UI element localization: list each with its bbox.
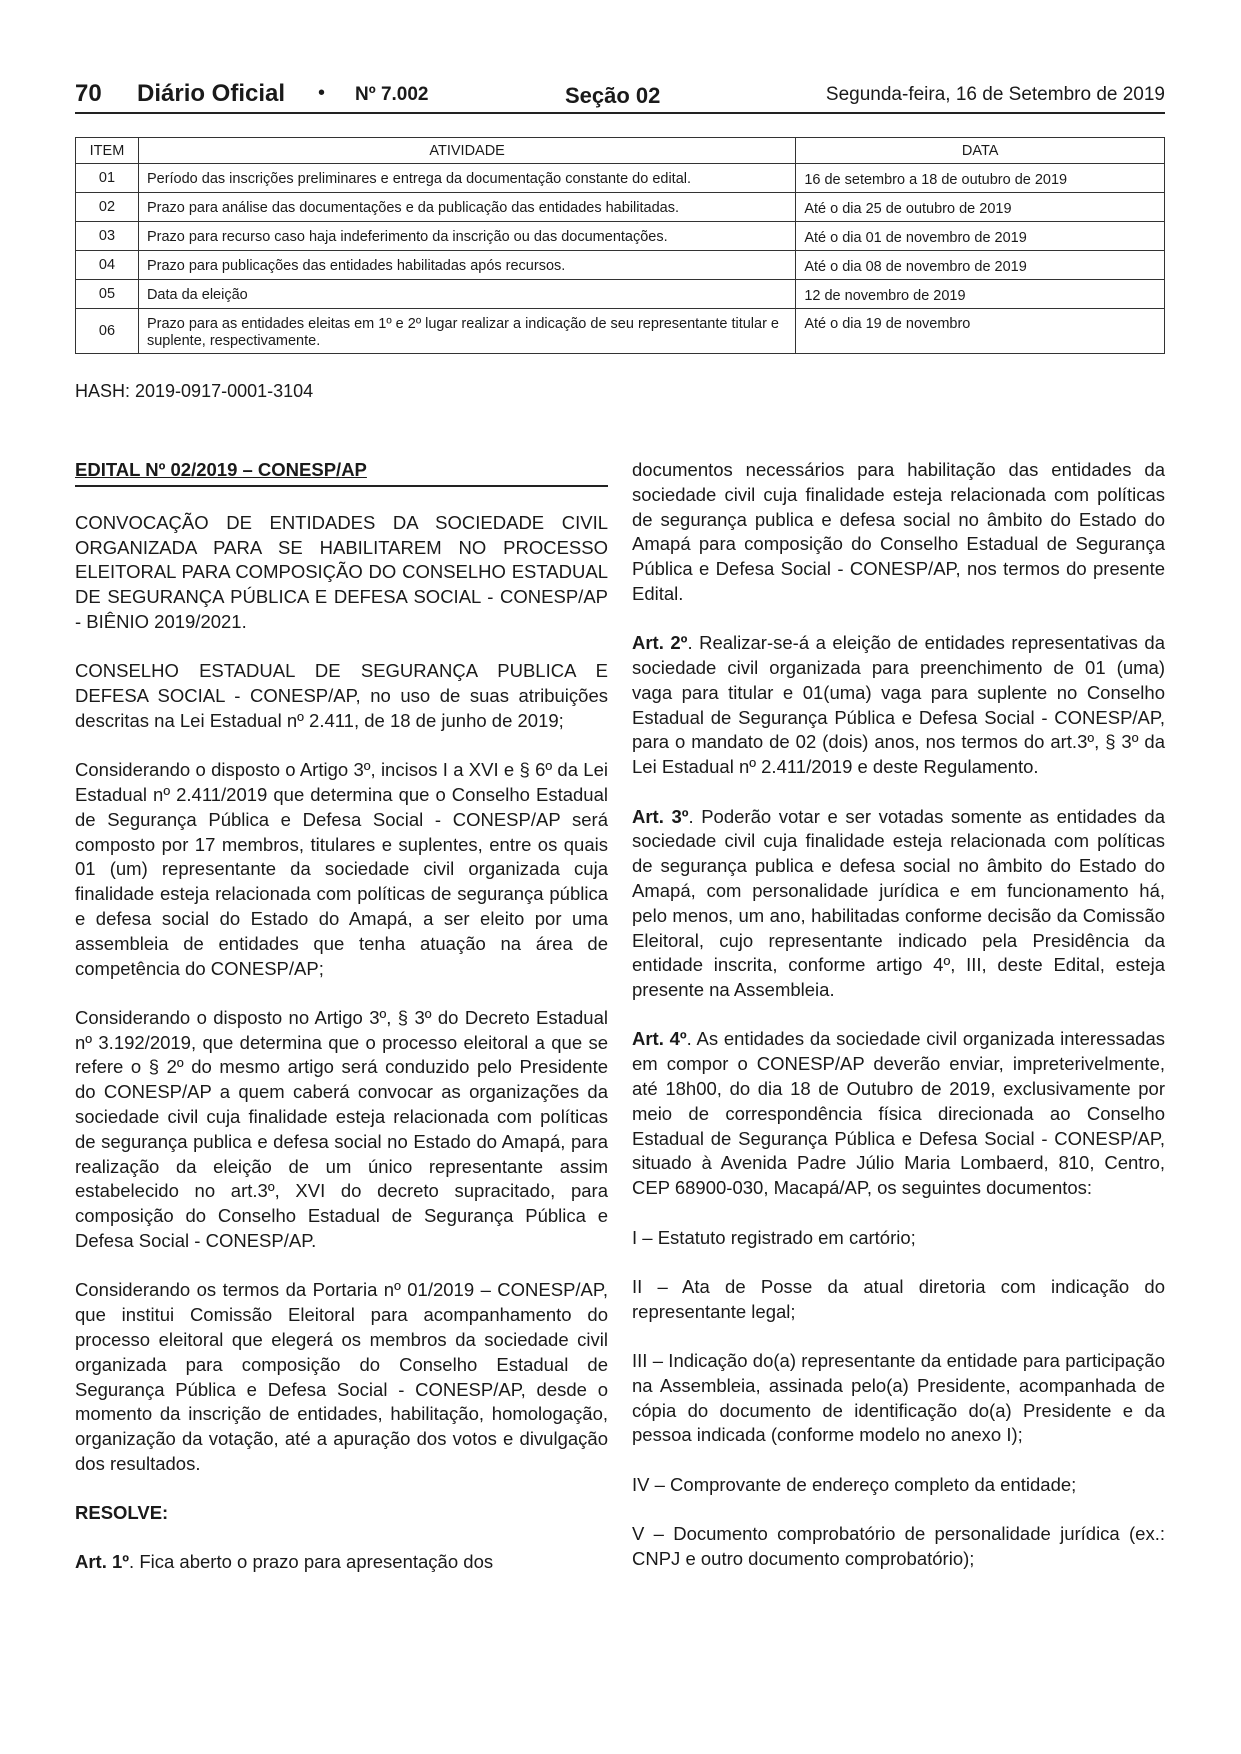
publication-title: Diário Oficial xyxy=(137,80,286,107)
item-cell: 04 xyxy=(76,251,139,280)
header-bullet: • xyxy=(318,82,326,104)
date-cell: 16 de setembro a 18 de outubro de 2019 xyxy=(796,164,1165,193)
activity-cell: Data da eleição xyxy=(138,280,795,309)
activity-cell: Período das inscrições preliminares e entrega da documentação constante do edital. xyxy=(138,164,795,193)
article-2-text: . Realizar-se-á a eleição de entidades representativas da sociedade civil organizada para preenchimento de 01 (uma) vaga para titular e 01(uma) vaga para suplente no Conselho Estadual de Segurança Pública e Defesa Social - CONESP/AP, para o mandato de 02 (dois) anos, nos termos do art.3º, § 3º da Lei Estadual nº 2.411/2019 e deste Regulamento. xyxy=(632,632,1166,778)
item-cell: 05 xyxy=(76,280,139,309)
section-label: Seção 02 xyxy=(565,83,661,108)
activity-cell: Prazo para as entidades eleitas em 1º e 2º lugar realizar a indicação de seu representante titular e suplente, respectivamente. xyxy=(138,309,795,354)
page-number: 70 xyxy=(75,80,102,107)
document-item-ii: II – Ata de Posse da atual diretoria com indicação do representante legal; xyxy=(632,1275,1165,1322)
date-cell: Até o dia 01 de novembro de 2019 xyxy=(796,222,1165,251)
table-row xyxy=(76,193,1165,222)
article-2-label: Art. 2º xyxy=(632,632,688,654)
schedule-table xyxy=(75,137,1165,354)
edital-title: EDITAL Nº 02/2019 – CONESP/AP xyxy=(75,458,608,487)
document-item-iv: IV – Comprovante de endereço completo da entidade; xyxy=(632,1473,1077,1495)
article-3-label: Art. 3º xyxy=(632,805,689,827)
article-1-text: . Fica aberto o prazo para apresentação dos xyxy=(129,1551,494,1573)
activity-cell: Prazo para análise das documentações e da publicação das entidades habilitadas. xyxy=(138,193,795,222)
date-cell: 12 de novembro de 2019 xyxy=(796,280,1165,309)
considering-paragraph-2: Considerando o disposto no Artigo 3º, § 3º do Decreto Estadual nº 3.192/2019, que determina que o processo eleitoral a que se refere o § 2º do mesmo artigo será conduzido pelo Presidente do CONESP/AP a quem caberá convocar as organizações da sociedade civil cuja finalidade esteja relacionada com políticas de segurança publica e defesa social no Estado do Amapá, para realização da eleição de um único representante assim estabelecido no art.3º, XVI do decreto supracitado, para composição do Conselho Estadual de Segurança Pública e Defesa Social - CONESP/AP. xyxy=(75,1006,608,1252)
resolve-heading: RESOLVE: xyxy=(75,1502,169,1524)
article-1-label: Art. 1º xyxy=(75,1551,130,1573)
activity-cell: Prazo para recurso caso haja indeferimento da inscrição ou das documentações. xyxy=(138,222,795,251)
item-cell: 02 xyxy=(76,193,139,222)
table-row xyxy=(76,222,1165,251)
considering-paragraph-3: Considerando os termos da Portaria nº 01/2019 – CONESP/AP, que institui Comissão Eleitoral para acompanhamento do processo eleitoral que elegerá os membros da sociedade civil organizada para composição do Conselho Estadual de Segurança Pública e Defesa Social - CONESP/AP, desde o momento da inscrição de entidades, habilitação, homologação, organização da votação, até a apuração dos votos e divulgação dos resultados. xyxy=(75,1279,608,1474)
item-cell: 06 xyxy=(76,309,139,354)
item-cell: 01 xyxy=(76,164,139,193)
table-row xyxy=(76,251,1165,280)
article-4-label: Art. 4º xyxy=(632,1028,687,1050)
article-4 xyxy=(632,1027,1165,1201)
date-cell: Até o dia 19 de novembro xyxy=(796,309,1165,354)
item-cell: 03 xyxy=(76,222,139,251)
date-cell: Até o dia 08 de novembro de 2019 xyxy=(796,251,1165,280)
article-1-continuation: documentos necessários para habilitação das entidades da sociedade civil cuja finalidade esteja relacionada com políticas de segurança publica e defesa social no âmbito do Estado do Amapá para composição do Conselho Estadual de Segurança Pública e Defesa Social - CONESP/AP, nos termos do presente Edital. xyxy=(632,459,1165,604)
table-row xyxy=(76,164,1165,193)
document-item-i: I – Estatuto registrado em cartório; xyxy=(632,1226,916,1248)
activity-cell: Prazo para publicações das entidades habilitadas após recursos. xyxy=(138,251,795,280)
table-row xyxy=(76,280,1165,309)
council-paragraph: CONSELHO ESTADUAL DE SEGURANÇA PUBLICA E DEFESA SOCIAL - CONESP/AP, no uso de suas atribuições descritas na Lei Estadual nº 2.411, de 18 de junho de 2019; xyxy=(75,660,608,731)
article-4-text: . As entidades da sociedade civil organizada interessadas em compor o CONESP/AP deverão enviar, impreterivelmente, até 18h00, do dia 18 de Outubro de 2019, exclusivamente por meio de correspondência física direcionada ao Conselho Estadual de Segurança Pública e Defesa Social - CONESP/AP, situado à Avenida Padre Júlio Maria Lombaerd, 810, Centro, CEP 68900-030, Macapá/AP, os seguintes documentos: xyxy=(632,1028,1166,1199)
article-2 xyxy=(632,631,1165,780)
page-header xyxy=(75,80,1165,114)
column-header-date: DATA xyxy=(796,138,1165,164)
article-3-text: . Poderão votar e ser votadas somente as entidades da sociedade civil cuja finalidade esteja relacionada com políticas de segurança publica e defesa social no âmbito do Estado do Amapá, com personalidade jurídica e em funcionamento há, pelo menos, um ano, habilitadas conforme decisão da Comissão Eleitoral, cujo representante indicado pela Presidência da entidade inscrita, conforme artigo 4º, III, deste Edital, esteja presente na Assembleia. xyxy=(632,805,1166,1001)
right-column xyxy=(632,458,1165,1596)
article-1 xyxy=(75,1550,608,1575)
document-item-iii: III – Indicação do(a) representante da entidade para participação na Assembleia, assinada pelo(a) Presidente, acompanhada de cópia do documento de identificação do(a) Presidente e da pessoa indicada (conforme modelo no anexo I); xyxy=(632,1349,1165,1446)
issue-number: Nº 7.002 xyxy=(355,84,429,105)
publication-date: Segunda-feira, 16 de Setembro de 2019 xyxy=(825,84,1165,105)
table-row xyxy=(76,309,1165,354)
considering-paragraph-1: Considerando o disposto o Artigo 3º, incisos I a XVI e § 6º da Lei Estadual nº 2.411/2019 que determina que o Conselho Estadual de Segurança Pública e Defesa Social - CONESP/AP será composto por 17 membros, titulares e suplentes, entre os quais 01 (um) representante da sociedade civil organizada cuja finalidade esteja relacionada com políticas de segurança pública e defesa social do Estado do Amapá, a ser eleito por uma assembleia de entidades que tenha atuação na área de competência do CONESP/AP; xyxy=(75,759,608,979)
left-column xyxy=(75,458,608,1600)
hash-code: HASH: 2019-0917-0001-3104 xyxy=(75,381,314,401)
convocation-paragraph: CONVOCAÇÃO DE ENTIDADES DA SOCIEDADE CIVIL ORGANIZADA PARA SE HABILITAREM NO PROCESSO ELEITORAL PARA COMPOSIÇÃO DO CONSELHO ESTADUAL DE SEGURANÇA PÚBLICA E DEFESA SOCIAL - CONESP/AP - BIÊNIO 2019/2021. xyxy=(75,511,608,632)
article-3 xyxy=(632,805,1165,1003)
column-header-item: ITEM xyxy=(76,138,139,164)
date-cell: Até o dia 25 de outubro de 2019 xyxy=(796,193,1165,222)
document-item-v: V – Documento comprobatório de personalidade jurídica (ex.: CNPJ e outro documento comprobatório); xyxy=(632,1522,1165,1569)
schedule-header-row xyxy=(76,138,1165,164)
column-header-activity: ATIVIDADE xyxy=(138,138,795,164)
